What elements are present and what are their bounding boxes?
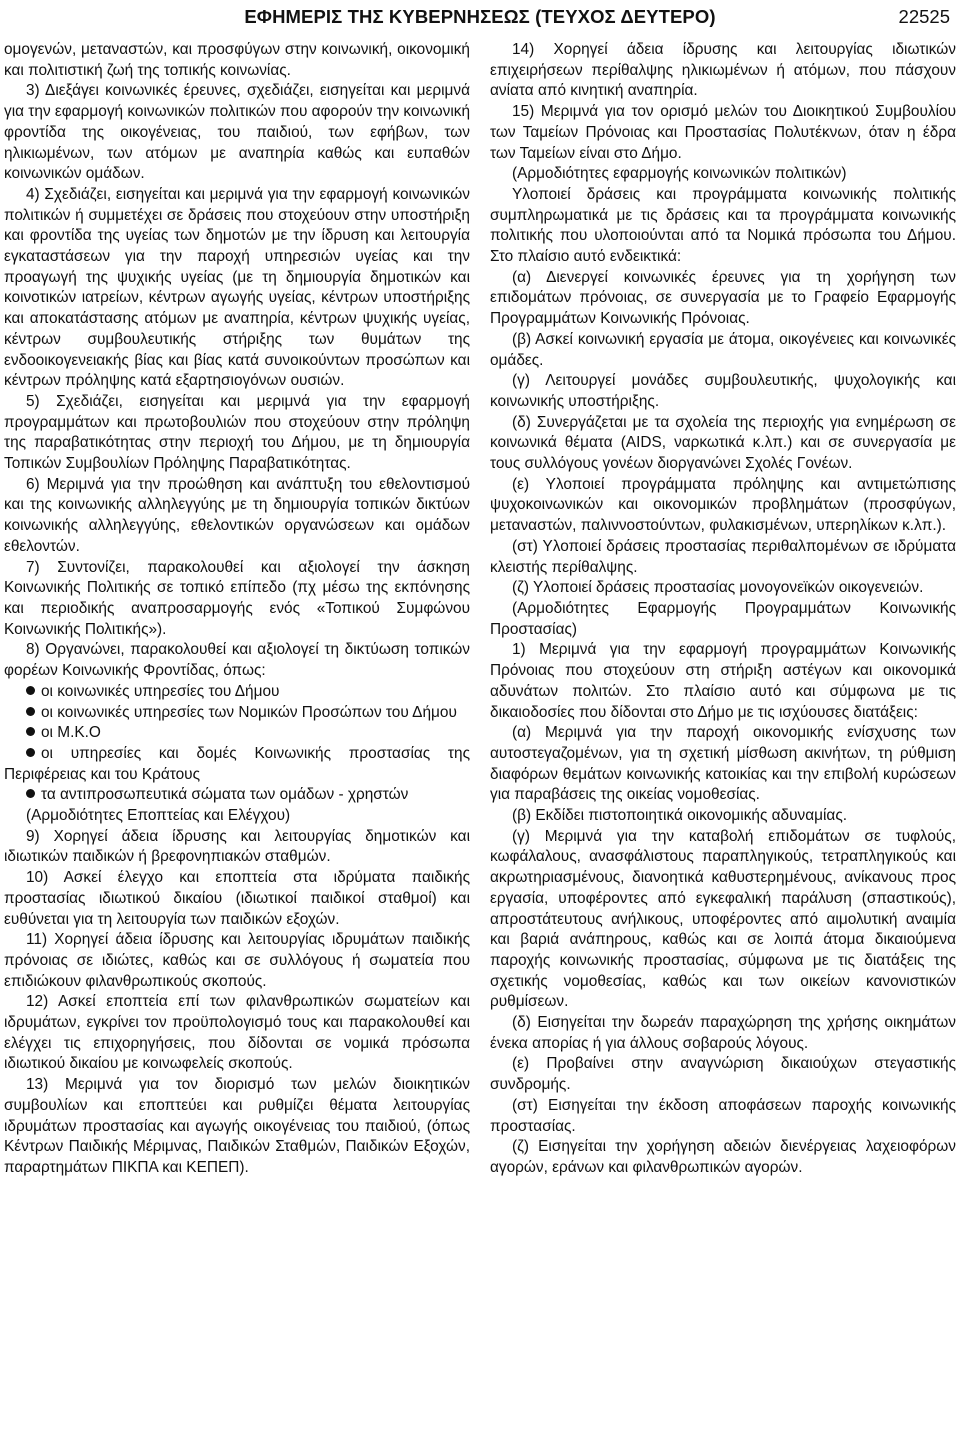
bullet-icon bbox=[26, 727, 35, 736]
paragraph: (α) Μεριμνά για την παροχή οικονομικής ενίσχυσης των αυτοστεγαζομένων, για τη σχετική μίσθωση ακινήτων, τη ρύθμιση διαφόρων θεμάτων κοινωνικής κατοικίας και την επιβολή κυρώσεων για παραβάσεις της οικείας νομοθεσίας. bbox=[490, 724, 956, 804]
paragraph: 11) Χορηγεί άδεια ίδρυσης και λειτουργίας ιδρυμάτων παιδικής πρόνοιας σε ιδιώτες, καθώς και σε συλλόγους ή σωματεία που επιδιώκουν φιλανθρωπικούς σκοπούς. bbox=[4, 931, 470, 990]
page-header bbox=[0, 0, 960, 38]
section-heading: (Αρμοδιότητες Εποπτείας και Ελέγχου) bbox=[26, 807, 291, 825]
paragraph: (στ) Υλοποιεί δράσεις προστασίας περιθαλπομένων σε ιδρύματα κλειστής περίθαλψης. bbox=[490, 537, 956, 576]
paragraph: 3) Διεξάγει κοινωνικές έρευνες, σχεδιάζει, εισηγείται και μεριμνά για την εφαρμογή κοινωνικών πολιτικών που αφορούν την κοινωνική φροντίδα της οικογένειας, του παιδιού, των εφήβων, των ηλικιωμένων, των ατόμων με αναπηρία καθώς και ευπαθών κοινωνικών ομάδων. bbox=[4, 82, 470, 183]
left-column bbox=[4, 40, 470, 1179]
paragraph: (β) Ασκεί κοινωνική εργασία με άτομα, οικογένειες και κοινωνικές ομάδες. bbox=[490, 330, 956, 369]
paragraph: 12) Ασκεί εποπτεία επί των φιλανθρωπικών σωματείων και ιδρυμάτων, εγκρίνει τον προϋπολογισμό τους και παρακολουθεί και ελέγχει τις επιχορηγήσεις, που δίδονται σε νομικά πρόσωπα ιδιωτικού δικαίου με κοινωφελείς σκοπούς. bbox=[4, 993, 470, 1073]
list-item-text: οι κοινωνικές υπηρεσίες του Δήμου bbox=[41, 682, 280, 700]
paragraph: (στ) Εισηγείται την έκδοση αποφάσεων παροχής κοινωνικής προστασίας. bbox=[490, 1096, 956, 1135]
paragraph: 10) Ασκεί έλεγχο και εποπτεία στα ιδρύματα παιδικής προστασίας ιδιωτικού δικαίου (ιδιωτικοί παιδικοί σταθμοί) και ευθύνεται για τη λειτουργία των παιδικών εξοχών. bbox=[4, 869, 470, 928]
right-column bbox=[490, 40, 956, 1179]
paragraph: (ζ) Υλοποιεί δράσεις προστασίας μονογονεϊκών οικογενειών. bbox=[512, 579, 924, 597]
bullet-icon bbox=[26, 789, 35, 798]
list-item-text: οι υπηρεσίες και δομές Κοινωνικής προστασίας της Περιφέρειας και του Κράτους bbox=[4, 744, 470, 783]
list-item-text: τα αντιπροσωπευτικά σώματα των ομάδων - χρηστών bbox=[41, 786, 409, 804]
paragraph: (ζ) Εισηγείται την χορήγηση αδειών διενέργειας λαχειοφόρων αγορών, εράνων και φιλανθρωπικών αγορών. bbox=[490, 1138, 956, 1176]
paragraph: 7) Συντονίζει, παρακολουθεί και αξιολογεί την άσκηση Κοινωνικής Πολιτικής σε τοπικό επίπεδο (πχ μέσω της εκπόνησης και περιοδικής αναπροσαρμογής ενός «Τοπικού Συμφώνου Κοινωνικής Πολιτικής»). bbox=[4, 558, 470, 638]
gazette-title: ΕΦΗΜΕΡΙΣ ΤΗΣ ΚΥΒΕΡΝΗΣΕΩΣ (ΤΕΥΧΟΣ ΔΕΥΤΕΡΟ) bbox=[244, 6, 716, 27]
paragraph: (ε) Προβαίνει στην αναγνώριση δικαιούχων στεγαστικής συνδρομής. bbox=[490, 1055, 956, 1094]
paragraph: (γ) Μεριμνά για την καταβολή επιδομάτων σε τυφλούς, κωφάλαλους, ανασφάλιστους παραπληγικούς, τετραπληγικούς και ακρωτηριασμένους, διανοητικά καθυστερημένους, ανίκανους προς εργασία, υποφέροντες από εγκεφαλική παράλυση (σπαστικούς), απροστάτευτους ανήλικους, υποφέροντες από αιμολυτική αναιμία και βαριά ανάπηρους, καθώς και σε λοιπά άτομα δικαιούμενα παροχής κοινωνικής προστασίας, σύμφωνα με τις διατάξεις της σχετικής νομοθεσίας, καθώς και των οικείων κανονιστικών ρυθμίσεων. bbox=[490, 827, 956, 1011]
paragraph: (α) Διενεργεί κοινωνικές έρευνες για τη χορήγηση των επιδομάτων πρόνοιας, σε συνεργασία με το Γραφείο Εφαρμογής Προγραμμάτων Κοινωνικής Πρόνοιας. bbox=[490, 268, 956, 328]
paragraph: 8) Οργανώνει, παρακολουθεί και αξιολογεί τη δικτύωση τοπικών φορέων Κοινωνικής Φροντίδας, όπως: bbox=[4, 641, 470, 680]
paragraph: 4) Σχεδιάζει, εισηγείται και μεριμνά για την εφαρμογή κοινωνικών πολιτικών ή συμμετέχει σε δράσεις που στοχεύουν στην υποστήριξη και φροντίδα της υγείας των δημοτών με την ίδρυση και λειτουργία εγκαταστάσεων για την παροχή υπηρεσιών υγείας και την προαγωγή της ψυχικής υγείας (με τη δημιουργία δημοτικών και κοινοτικών ιατρείων, κέντρων αγωγής υγείας, κέντρων υποστήριξης και αποκατάστασης ατόμων με αναπηρία, κέντρων ψυχικής υγείας, κέντρων συμβουλευτικής στήριξης των θυμάτων της ενδοοικογενειακής βίας και βίας κατά συνοικούντων προσώπων και κέντρων πρόληψης κατά εξαρτησιογόνων ουσιών. bbox=[4, 185, 470, 390]
section-heading: (Αρμοδιότητες Εφαρμογής Προγραμμάτων Κοινωνικής Προστασίας) bbox=[490, 599, 956, 638]
paragraph: 9) Χορηγεί άδεια ίδρυσης και λειτουργίας δημοτικών και ιδιωτικών παιδικών ή βρεφονηπιακών σταθμών. bbox=[4, 827, 470, 866]
paragraph: 13) Μεριμνά για τον διορισμό των μελών διοικητικών συμβουλίων και εποπτεύει και ρυθμίζει θέματα λειτουργίας ιδρυμάτων προστασίας και αγωγής οικογένειας του παιδιού, (όπως Κέντρων Παιδικής Μέριμνας, Παιδικών Σταθμών, Παιδικών Εξοχών, παραρτημάτων ΠΙΚΠΑ και ΚΕΠΕΠ). bbox=[4, 1076, 470, 1176]
paragraph: 14) Χορηγεί άδεια ίδρυσης και λειτουργίας ιδιωτικών επιχειρήσεων περίθαλψης ηλικιωμένων ή ατόμων, που πάσχουν ανίατα από κινητική αναπηρία. bbox=[490, 41, 956, 100]
paragraph: ομογενών, μεταναστών, και προσφύγων στην κοινωνική, οικονομική και πολιτιστική ζωή της τοπικής κοινωνίας. bbox=[4, 41, 470, 79]
paragraph: (β) Εκδίδει πιστοποιητικά οικονομικής αδυναμίας. bbox=[512, 807, 848, 825]
paragraph: 15) Μεριμνά για τον ορισμό μελών του Διοικητικού Συμβουλίου των Ταμείων Πρόνοιας και Προστασίας Πολυτέκνων, όταν η έδρα των Ταμείων είναι στο Δήμο. bbox=[490, 103, 956, 162]
list-item-text: οι κοινωνικές υπηρεσίες των Νομικών Προσώπων του Δήμου bbox=[41, 703, 457, 721]
paragraph: Υλοποιεί δράσεις και προγράμματα κοινωνικής πολιτικής συμπληρωματικά με τις δράσεις και τα προγράμματα κοινωνικής πολιτικής που υλοποιούνται από τα Νομικά πρόσωπα του Δήμου. Στο πλαίσιο αυτό ενδεικτικά: bbox=[490, 185, 956, 266]
paragraph: 5) Σχεδιάζει, εισηγείται και μεριμνά για την εφαρμογή προγραμμάτων και πρωτοβουλιών που στοχεύουν στην πρόληψη της παραβατικότητας στην περιοχή του Δήμου, με τη δημιουργία Τοπικών Συμβουλίων Πρόληψης Παραβατικότητας. bbox=[4, 392, 470, 473]
paragraph: (ε) Υλοποιεί προγράμματα πρόληψης και αντιμετώπισης ψυχοκοινωνικών και οικονομικών προβλημάτων (προσφύγων, μεταναστών, παλιννοστούντων, φυλακισμένων, υπερηλίκων κ.λπ.). bbox=[490, 475, 956, 535]
paragraph: (δ) Εισηγείται την δωρεάν παραχώρηση της χρήσης οικημάτων ένεκα απορίας ή για άλλους σοβαρούς λόγους. bbox=[490, 1014, 956, 1052]
list-item bbox=[4, 744, 470, 785]
list-item bbox=[4, 723, 470, 744]
section-heading: (Αρμοδιότητες εφαρμογής κοινωνικών πολιτικών) bbox=[512, 165, 847, 183]
bullet-icon bbox=[26, 686, 35, 695]
list-item bbox=[4, 703, 470, 724]
paragraph: (γ) Λειτουργεί μονάδες συμβουλευτικής, ψυχολογικής και κοινωνικής υποστήριξης. bbox=[490, 372, 956, 410]
paragraph: 6) Μεριμνά για την προώθηση και ανάπτυξη του εθελοντισμού και της κοινωνικής αλληλεγγύης με τη δημιουργία τοπικών δικτύων κοινωνικής αλληλεγγύης, εθελοντικών οργανώσεων και ομάδων εθελοντών. bbox=[4, 475, 470, 555]
list-item bbox=[4, 682, 470, 703]
list-item-text: οι Μ.Κ.Ο bbox=[41, 724, 101, 742]
list-item bbox=[4, 785, 470, 806]
paragraph: 1) Μεριμνά για την εφαρμογή προγραμμάτων Κοινωνικής Πρόνοιας που στοχεύουν στη στήριξη αστέγων και οικονομικά αδυνάτων πολιτών. Στο πλαίσιο αυτό και σύμφωνα με τις δικαιοδοσίες που δίδονται στο Δήμο με τις ισχύουσες διατάξεις: bbox=[490, 641, 956, 721]
page-number: 22525 bbox=[898, 6, 950, 27]
bullet-icon bbox=[26, 707, 35, 716]
bullet-icon bbox=[26, 748, 35, 757]
paragraph: (δ) Συνεργάζεται με τα σχολεία της περιοχής για ενημέρωση σε κοινωνικά θέματα (AIDS, ναρκωτικά κ.λπ.) και σε συνεργασία με τους συλλόγους γονέων διοργανώνει Σχολές Γονέων. bbox=[490, 413, 956, 473]
